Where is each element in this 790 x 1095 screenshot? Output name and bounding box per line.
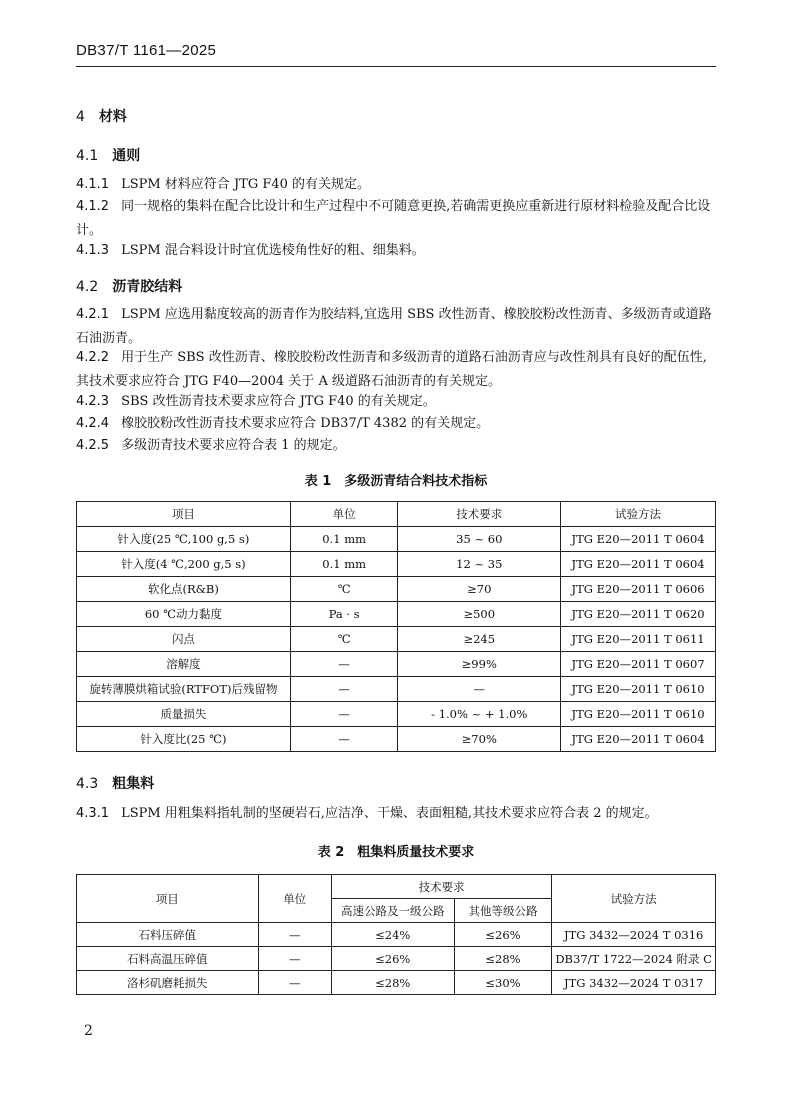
section-number: 4.2 xyxy=(76,279,99,295)
table-header-row xyxy=(77,875,716,899)
table-cell: — xyxy=(290,652,398,677)
table-cell: JTG E20—2011 T 0610 xyxy=(561,677,716,702)
table-row xyxy=(77,652,716,677)
table-2-caption: 表 2 粗集料质量技术要求 xyxy=(317,845,475,860)
section-4-3-heading xyxy=(76,773,154,793)
table-cell: — xyxy=(290,727,398,752)
table-cell: JTG 3432—2024 T 0316 xyxy=(552,923,716,947)
table-cell: — xyxy=(258,971,331,995)
table-cell: 溶解度 xyxy=(77,652,291,677)
table-1-caption: 表 1 多级沥青结合料技术指标 xyxy=(304,474,488,489)
header-cell: 项目 xyxy=(77,875,259,923)
section-number: 4.3 xyxy=(76,776,99,792)
clause-number: 4.2.1 xyxy=(76,307,110,322)
section-title: 通则 xyxy=(112,148,141,164)
table-cell: — xyxy=(290,677,398,702)
clause-text: LSPM 材料应符合 JTG F40 的有关规定。 xyxy=(121,177,371,192)
table-cell: JTG E20—2011 T 0604 xyxy=(561,552,716,577)
table-row xyxy=(77,527,716,552)
header-cell: 其他等级公路 xyxy=(454,899,552,923)
clause-number: 4.1.2 xyxy=(76,199,110,214)
header-cell: 技术要求 xyxy=(398,502,561,527)
section-4-1-heading xyxy=(76,145,140,165)
table-cell: ℃ xyxy=(290,577,398,602)
table-cell: ≤26% xyxy=(331,947,454,971)
table-header-row xyxy=(77,502,716,527)
table-row xyxy=(77,602,716,627)
table-cell: ≥245 xyxy=(398,627,561,652)
header-cell: 技术要求 xyxy=(331,875,551,899)
table-cell: 洛杉矶磨耗损失 xyxy=(77,971,259,995)
section-number: 4.1 xyxy=(76,148,99,164)
clause-4-1-1 xyxy=(76,173,716,197)
table-cell: — xyxy=(398,677,561,702)
clause-4-2-3 xyxy=(76,390,716,414)
table-cell: — xyxy=(258,923,331,947)
section-title: 沥青胶结料 xyxy=(112,279,183,295)
table-2 xyxy=(76,874,716,995)
section-number: 4 xyxy=(76,109,85,125)
table-row xyxy=(77,577,716,602)
clause-text: 用于生产 SBS 改性沥青、橡胶胶粉改性沥青和多级沥青的道路石油沥青应与改性剂具有良好的配伍性,其技术要求应符合 JTG F40—2004 关于 A 级道路石油沥青的有关规定。 xyxy=(76,350,707,389)
table-cell: ≤30% xyxy=(454,971,552,995)
header-cell: 高速公路及一级公路 xyxy=(331,899,454,923)
clause-number: 4.1.3 xyxy=(76,243,110,258)
table-cell: 35 ~ 60 xyxy=(398,527,561,552)
clause-4-2-4 xyxy=(76,412,716,436)
table-row xyxy=(77,971,716,995)
table-cell: ≥99% xyxy=(398,652,561,677)
header-cell: 项目 xyxy=(77,502,291,527)
table-cell: 针入度(25 ℃,100 g,5 s) xyxy=(77,527,291,552)
clause-4-1-2 xyxy=(76,195,716,243)
clause-4-3-1 xyxy=(76,802,716,826)
table-cell: JTG E20—2011 T 0606 xyxy=(561,577,716,602)
table-cell: 60 ℃动力黏度 xyxy=(77,602,291,627)
table-cell: JTG E20—2011 T 0604 xyxy=(561,527,716,552)
table-cell: 石料高温压碎值 xyxy=(77,947,259,971)
table-row xyxy=(77,727,716,752)
section-title: 粗集料 xyxy=(112,776,155,792)
clause-4-2-2 xyxy=(76,346,716,394)
header-cell: 试验方法 xyxy=(561,502,716,527)
header-cell: 单位 xyxy=(290,502,398,527)
table-cell: ≤26% xyxy=(454,923,552,947)
table-cell: 软化点(R&B) xyxy=(77,577,291,602)
table-cell: ≤28% xyxy=(454,947,552,971)
table-row xyxy=(77,677,716,702)
clause-number: 4.2.4 xyxy=(76,416,110,431)
table-cell: ℃ xyxy=(290,627,398,652)
header-cell: 试验方法 xyxy=(552,875,716,923)
section-4-2-heading xyxy=(76,276,182,296)
clause-text: 同一规格的集料在配合比设计和生产过程中不可随意更换,若确需更换应重新进行原材料检验及配合比设计。 xyxy=(76,199,711,238)
table-cell: JTG E20—2011 T 0610 xyxy=(561,702,716,727)
table-row xyxy=(77,947,716,971)
clause-text: SBS 改性沥青技术要求应符合 JTG F40 的有关规定。 xyxy=(121,394,436,409)
clause-text: 橡胶胶粉改性沥青技术要求应符合 DB37/T 4382 的有关规定。 xyxy=(121,416,490,431)
table-cell: ≥70% xyxy=(398,727,561,752)
table-row xyxy=(77,923,716,947)
table-cell: DB37/T 1722—2024 附录 C xyxy=(552,947,716,971)
section-4-heading xyxy=(76,106,127,126)
table-row xyxy=(77,627,716,652)
table-row xyxy=(77,702,716,727)
clause-number: 4.2.3 xyxy=(76,394,110,409)
table-cell: 0.1 mm xyxy=(290,552,398,577)
table-cell: — xyxy=(258,947,331,971)
table-cell: 针入度(4 ℃,200 g,5 s) xyxy=(77,552,291,577)
clause-text: LSPM 用粗集料指轧制的坚硬岩石,应洁净、干燥、表面粗糙,其技术要求应符合表 2 的规定。 xyxy=(121,806,658,821)
table-cell: 0.1 mm xyxy=(290,527,398,552)
header-rule xyxy=(76,66,716,67)
table-cell: 12 ~ 35 xyxy=(398,552,561,577)
table-1 xyxy=(76,501,716,752)
clause-text: LSPM 应选用黏度较高的沥青作为胶结料,宜选用 SBS 改性沥青、橡胶胶粉改性沥青、多级沥青或道路石油沥青。 xyxy=(76,307,712,346)
clause-number: 4.1.1 xyxy=(76,177,110,192)
table-cell: - 1.0% ~ + 1.0% xyxy=(398,702,561,727)
table-cell: JTG 3432—2024 T 0317 xyxy=(552,971,716,995)
table-cell: 针入度比(25 ℃) xyxy=(77,727,291,752)
table-cell: 石料压碎值 xyxy=(77,923,259,947)
table-cell: ≥500 xyxy=(398,602,561,627)
standard-code-header: DB37/T 1161—2025 xyxy=(76,42,217,59)
clause-text: LSPM 混合料设计时宜优选棱角性好的粗、细集料。 xyxy=(121,243,425,258)
table-cell: JTG E20—2011 T 0611 xyxy=(561,627,716,652)
table-row xyxy=(77,552,716,577)
table-cell: 闪点 xyxy=(77,627,291,652)
table-cell: ≤24% xyxy=(331,923,454,947)
table-cell: 旋转薄膜烘箱试验(RTFOT)后残留物 xyxy=(77,677,291,702)
table-cell: ≤28% xyxy=(331,971,454,995)
table-cell: 质量损失 xyxy=(77,702,291,727)
table-cell: JTG E20—2011 T 0607 xyxy=(561,652,716,677)
table-cell: Pa · s xyxy=(290,602,398,627)
clause-4-1-3 xyxy=(76,239,716,263)
clause-number: 4.2.5 xyxy=(76,438,110,453)
page-number: 2 xyxy=(84,1023,93,1039)
table-cell: JTG E20—2011 T 0604 xyxy=(561,727,716,752)
section-title: 材料 xyxy=(98,109,127,125)
clause-number: 4.2.2 xyxy=(76,350,110,365)
clause-4-2-5 xyxy=(76,434,716,458)
table-cell: JTG E20—2011 T 0620 xyxy=(561,602,716,627)
table-cell: — xyxy=(290,702,398,727)
table-cell: ≥70 xyxy=(398,577,561,602)
clause-text: 多级沥青技术要求应符合表 1 的规定。 xyxy=(121,438,346,453)
header-cell: 单位 xyxy=(258,875,331,923)
clause-number: 4.3.1 xyxy=(76,806,110,821)
clause-4-2-1 xyxy=(76,303,716,351)
